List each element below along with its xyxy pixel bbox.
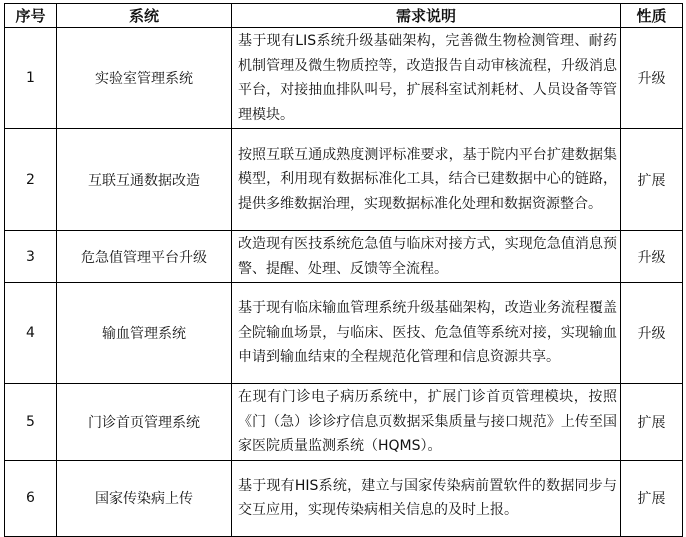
row-description: 基于现有LIS系统升级基础架构，完善微生物检测管理、耐药机制管理及微生物质控等，改造报告自动审核流程，升级消息平台，对接抽血排队叫号，扩展科室试剂耗材、人员设备等管理模块。 [232,28,621,129]
row-description: 基于现有临床输血管理系统升级基础架构，改造业务流程覆盖全院输血场景，与临床、医技、危急值等系统对接，实现输血申请到输血结束的全程规范化管理和信息资源共享。 [232,283,621,384]
row-number: 5 [5,384,57,461]
row-type: 升级 [621,283,683,384]
row-system: 实验室管理系统 [57,28,232,129]
row-number: 3 [5,231,57,283]
header-description: 需求说明 [232,4,621,28]
header-row [5,4,683,28]
row-type: 升级 [621,231,683,283]
header-system: 系统 [57,4,232,28]
requirements-table-container [4,3,683,537]
header-type: 性质 [621,4,683,28]
row-type: 扩展 [621,129,683,231]
row-number: 4 [5,283,57,384]
table-row [5,231,683,283]
row-description: 基于现有HIS系统，建立与国家传染病前置软件的数据同步与交互应用，实现传染病相关信息的及时上报。 [232,460,621,536]
row-system: 门诊首页管理系统 [57,384,232,461]
table-row [5,283,683,384]
header-number: 序号 [5,4,57,28]
row-number: 2 [5,129,57,231]
row-type: 扩展 [621,384,683,461]
table-row [5,28,683,129]
row-type: 扩展 [621,460,683,536]
table-row [5,384,683,461]
row-system: 危急值管理平台升级 [57,231,232,283]
row-system: 输血管理系统 [57,283,232,384]
row-description: 改造现有医技系统危急值与临床对接方式，实现危急值消息预警、提醒、处理、反馈等全流程。 [232,231,621,283]
row-number: 1 [5,28,57,129]
row-number: 6 [5,460,57,536]
row-system: 互联互通数据改造 [57,129,232,231]
row-description: 在现有门诊电子病历系统中，扩展门诊首页管理模块，按照《门（急）诊诊疗信息页数据采集质量与接口规范》上传至国家医院质量监测系统（HQMS）。 [232,384,621,461]
table-row [5,460,683,536]
requirements-table [4,3,683,537]
table-row [5,129,683,231]
row-description: 按照互联互通成熟度测评标准要求，基于院内平台扩建数据集模型，利用现有数据标准化工具，结合已建数据中心的链路，提供多维数据治理，实现数据标准化处理和数据资源整合。 [232,129,621,231]
row-system: 国家传染病上传 [57,460,232,536]
row-type: 升级 [621,28,683,129]
